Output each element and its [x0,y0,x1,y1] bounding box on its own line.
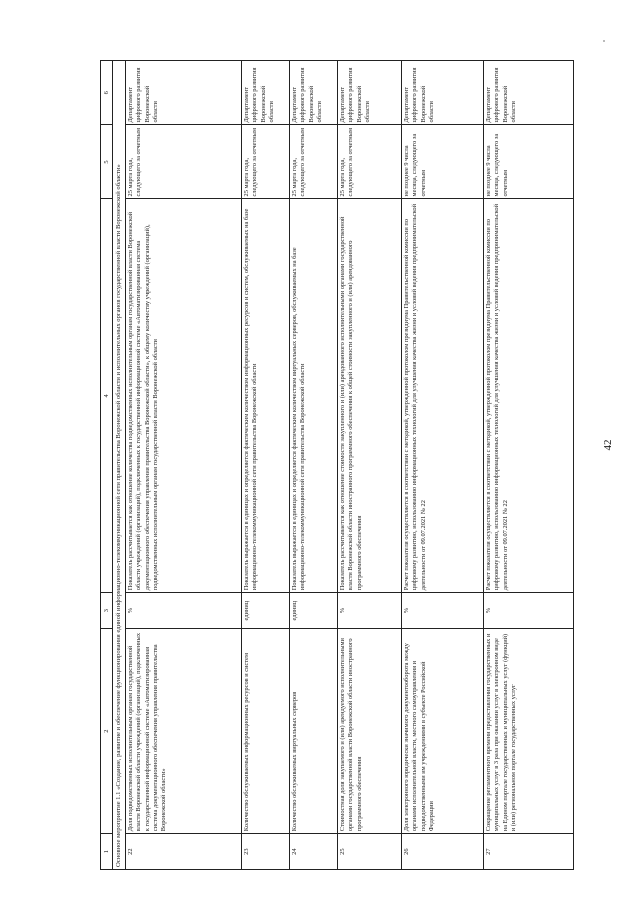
indicator-deadline: 25 марта года, следующего за отчетным [337,125,401,199]
indicator-deadline: 25 марта года, следующего за отчетным [241,125,289,199]
table-row [241,61,289,870]
indicator-method: Показатель рассчитывается как отношение количества подведомственных исполнительным органам государственной власти Воронежской области учреждений (организаций), подключенных к государственной информационной системе «Автоматизированная система документационного обеспечения управления правительства Воронежской области», к общему количеству учреждений (организаций), подведомственных исполнительным органам государственной власти Воронежской области [125,199,241,593]
header-cell: 2 [101,629,113,834]
section-title: Основное мероприятие 1.1 «Создание, развитие и обеспечение функционирования единой информационно-телекоммуникационной сети правительства Воронежской области и исполнительных органов государственной власти Воронежской области» [113,61,125,870]
header-cell: 4 [101,199,113,593]
indicator-responsible: Департамент цифрового развития Воронежской области [289,61,337,126]
indicator-name: Доля подведомственных исполнительным органам государственной власти Воронежской области учреждений (организаций), подключенных к государственной информационной системе «Автоматизированная система документационного обеспечения управления правительства Воронежской области» [125,629,241,834]
indicator-responsible: Департамент цифрового развития Воронежской области [241,61,289,126]
header-row [101,61,113,870]
indicator-name: Сокращение регламентного времени предоставления государственных и муниципальных услуг в 3 раза при оказании услуг в электронном виде на Едином портале государственных и муниципальных услуг (функций) и (или) региональном портале государственных услуг [483,629,573,834]
indicator-name: Стоимостная доля закупаемого и (или) арендуемого исполнительными органами государственной власти Воронежской области иностранного программного обеспечения [337,629,401,834]
table-row [401,61,483,870]
row-number: 27 [483,834,573,870]
row-number: 22 [125,834,241,870]
table-row [125,61,241,870]
indicator-responsible: Департамент цифрового развития Воронежской области [337,61,401,126]
indicators-table [100,60,574,870]
indicator-responsible: Департамент цифрового развития Воронежской области [483,61,573,126]
indicator-deadline: 25 марта года, следующего за отчетным [125,125,241,199]
row-number: 23 [241,834,289,870]
header-cell: 1 [101,834,113,870]
page-number: 42 [602,439,614,451]
indicator-method: Расчет показателя осуществляется в соответствии с методикой, утвержденной протоколом президиума Правительственной комиссии по цифровому развитию, использованию информационных технологий для улучшения качества жизни и условий ведения предпринимательской деятельности от 09.07.2021 № 22 [483,199,573,593]
header-cell: 3 [101,593,113,629]
indicator-method: Показатель рассчитывается как отношение стоимости закупленного и (или) арендованного исполнительными органами государственной власти Воронежской области иностранного программного обеспечения к общей стоимости закупленного и (или) арендованного программного обеспечения [337,199,401,593]
indicator-deadline: 25 марта года, следующего за отчетным [289,125,337,199]
indicator-unit: единиц [289,593,337,629]
table-row [337,61,401,870]
indicator-method: Показатель выражается в единицах и определяется фактическим количеством виртуальных серверов, обслуживаемых на базе информационно-телекоммуникационной сети правительства Воронежской области [289,199,337,593]
header-cell: 6 [101,61,113,126]
section-row [113,61,125,870]
indicator-name: Доля электронного юридически значимого документооборота между органами исполнительной власти, местного самоуправления и подведомственными им учреждениями в субъекте Российской Федерации [401,629,483,834]
indicator-unit: % [483,593,573,629]
rotated-table-wrapper [100,60,620,870]
header-cell: 5 [101,125,113,199]
indicator-name: Количество обслуживаемых информационных ресурсов и систем [241,629,289,834]
row-number: 26 [401,834,483,870]
table-row [483,61,573,870]
row-number: 24 [289,834,337,870]
indicator-deadline: не позднее 9 числа месяца, следующего за отчетным [401,125,483,199]
indicator-method: Показатель выражается в единицах и определяется фактическим количеством информационных ресурсов и систем, обслуживаемых на базе информационно-телекоммуникационной сети правительства Воронежской области [241,199,289,593]
row-number: 25 [337,834,401,870]
indicator-name: Количество обслуживаемых виртуальных серверов [289,629,337,834]
indicator-method: Расчет показателя осуществляется в соответствии с методикой, утвержденной протоколом президиума Правительственной комиссии по цифровому развитию, использованию информационных технологий для улучшения качества жизни и условий ведения предпринимательской деятельности от 09.07.2021 № 22 [401,199,483,593]
indicator-unit: % [337,593,401,629]
indicator-unit: единиц [241,593,289,629]
table-row [289,61,337,870]
indicator-responsible: Департамент цифрового развития Воронежской области [125,61,241,126]
indicator-unit: % [125,593,241,629]
indicator-deadline: не позднее 9 числа месяца, следующего за отчетным [483,125,573,199]
indicator-responsible: Департамент цифрового развития Воронежской области [401,61,483,126]
page-mark [603,40,605,42]
indicator-unit: % [401,593,483,629]
